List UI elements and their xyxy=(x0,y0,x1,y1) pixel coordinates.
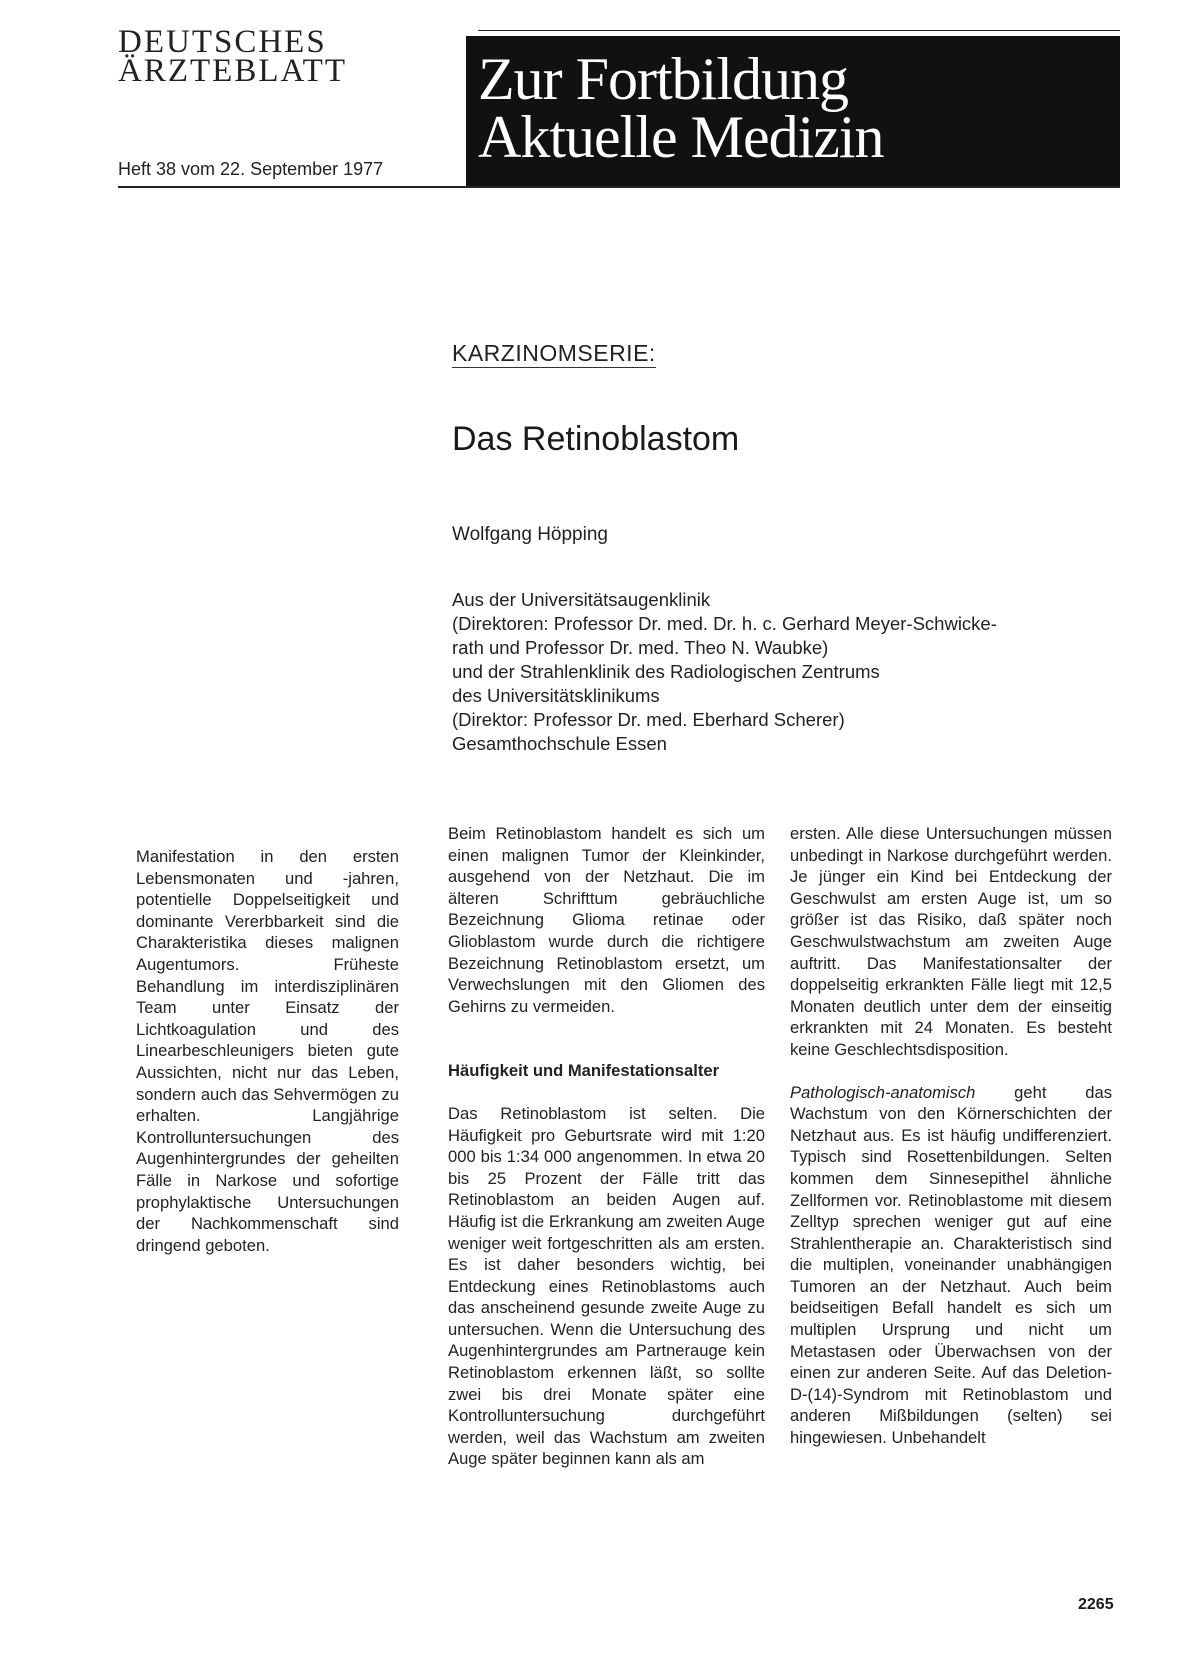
affiliation-line: Gesamthochschule Essen xyxy=(452,733,667,754)
body-column-2 xyxy=(790,823,1112,1449)
banner-line1: Zur Fortbildung xyxy=(478,46,848,112)
body-column-1 xyxy=(448,823,765,1470)
series-text: KARZINOMSERIE: xyxy=(452,340,656,366)
affiliation xyxy=(452,588,1132,756)
section-banner xyxy=(466,36,1120,186)
series-label xyxy=(452,340,656,367)
masthead xyxy=(118,24,478,89)
header-rule xyxy=(118,186,1120,188)
affiliation-line: (Direktoren: Professor Dr. med. Dr. h. c. Gerhard Meyer-Schwicke- xyxy=(452,613,997,634)
pathology-text: geht das Wachstum von den Körnerschichten der Netzhaut aus. Es ist häufig undifferenziert. Typisch sind Rosettenbildungen. Selten kommen dem Sinnesepithel ähnliche Zellformen vor. Retinoblastome mit diesem Zelltyp sprechen weniger gut auf eine Strahlentherapie an. Charakteristisch sind die multiplen, voneinander unabhängigen Tumoren an der Netzhaut. Auch beim beidseitigen Befall handelt es sich um multiplen Ursprung und nicht um Metastasen oder Überwachsen von der einen zur anderen Seite. Auf das Deletion-D-(14)-Syndrom mit Retinoblastom und anderen Mißbildungen (selten) sei hingewiesen. Unbehandelt xyxy=(790,1082,1112,1448)
body-paragraph: ersten. Alle diese Untersuchungen müssen unbedingt in Narkose durchgeführt werden. Je jünger ein Kind bei Entdeckung der Geschwulst am ersten Auge ist, um so größer ist das Risiko, daß später noch Geschwulstwachstum am zweiten Auge auftritt. Das Manifestationsalter der doppelseitig erkrankten Fälle liegt mit 12,5 Monaten deutlich unter dem der einseitig erkrankten mit 24 Monaten. Es besteht keine Geschlechtsdisposition. xyxy=(790,824,1112,1059)
section-heading: Häufigkeit und Manifestationsalter xyxy=(448,1061,720,1081)
top-rule xyxy=(478,30,1120,31)
abstract-text: Manifestation in den ersten Lebensmonaten und -jahren, potentielle Doppelseitigkeit und dominante Vererbbarkeit sind die Charakteristika dieses malignen Augentumors. Früheste Behandlung im interdisziplinären Team unter Einsatz der Lichtkoagulation und des Linearbeschleunigers bieten gute Aussichten, nicht nur das Leben, sondern auch das Sehvermögen zu erhalten. Langjährige Kontrolluntersuchungen des Augenhintergrundes der geheilten Fälle in Narkose und sofortige prophylaktische Untersuchungen der Nachkommenschaft sind dringend geboten. xyxy=(136,847,399,1255)
page-number: 2265 xyxy=(1078,1596,1114,1613)
affiliation-line: und der Strahlenklinik des Radiologischen Zentrums xyxy=(452,661,880,682)
affiliation-line: (Direktor: Professor Dr. med. Eberhard Scherer) xyxy=(452,709,845,730)
article-author: Wolfgang Höpping xyxy=(452,524,608,545)
masthead-line1: DEUTSCHES xyxy=(118,24,327,60)
abstract-column xyxy=(136,846,399,1256)
issue-info: Heft 38 vom 22. September 1977 xyxy=(118,159,384,179)
affiliation-line: Aus der Universitätsaugenklinik xyxy=(452,589,711,610)
pathology-lead: Pathologisch-anatomisch xyxy=(790,1082,976,1102)
masthead-line2: ÄRZTEBLATT xyxy=(118,53,347,89)
pathology-paragraph xyxy=(790,1082,1112,1449)
article-title: Das Retinoblastom xyxy=(452,420,740,458)
banner-line2: Aktuelle Medizin xyxy=(478,104,884,170)
affiliation-line: des Universitätsklinikums xyxy=(452,685,660,706)
body-paragraph: Das Retinoblastom ist selten. Die Häufigkeit pro Geburtsrate wird mit 1:20 000 bis 1:34 000 angenommen. In etwa 20 bis 25 Prozent der Fälle tritt das Retinoblastom an beiden Augen auf. Häufig ist die Erkrankung am zweiten Auge weniger weit fortgeschritten als am ersten. Es ist daher besonders wichtig, bei Entdeckung eines Retinoblastoms auch das anscheinend gesunde zweite Auge zu untersuchen. Wenn die Untersuchung des Augenhintergrundes am Partnerauge kein Retinoblastom erkennen läßt, so sollte zwei bis drei Monate später eine Kontrolluntersuchung durchgeführt werden, weil das Wachstum am zweiten Auge später beginnen kann als am xyxy=(448,1103,765,1469)
affiliation-line: rath und Professor Dr. med. Theo N. Waubke) xyxy=(452,637,829,658)
intro-paragraph: Beim Retinoblastom handelt es sich um einen malignen Tumor der Kleinkinder, ausgehend von der Netzhaut. Die im älteren Schrifttum gebräuchliche Bezeichnung Glioma retinae oder Glioblastom wurde durch die richtigere Bezeichnung Retinoblastom ersetzt, um Verwechslungen mit den Gliomen des Gehirns zu vermeiden. xyxy=(448,824,765,1016)
